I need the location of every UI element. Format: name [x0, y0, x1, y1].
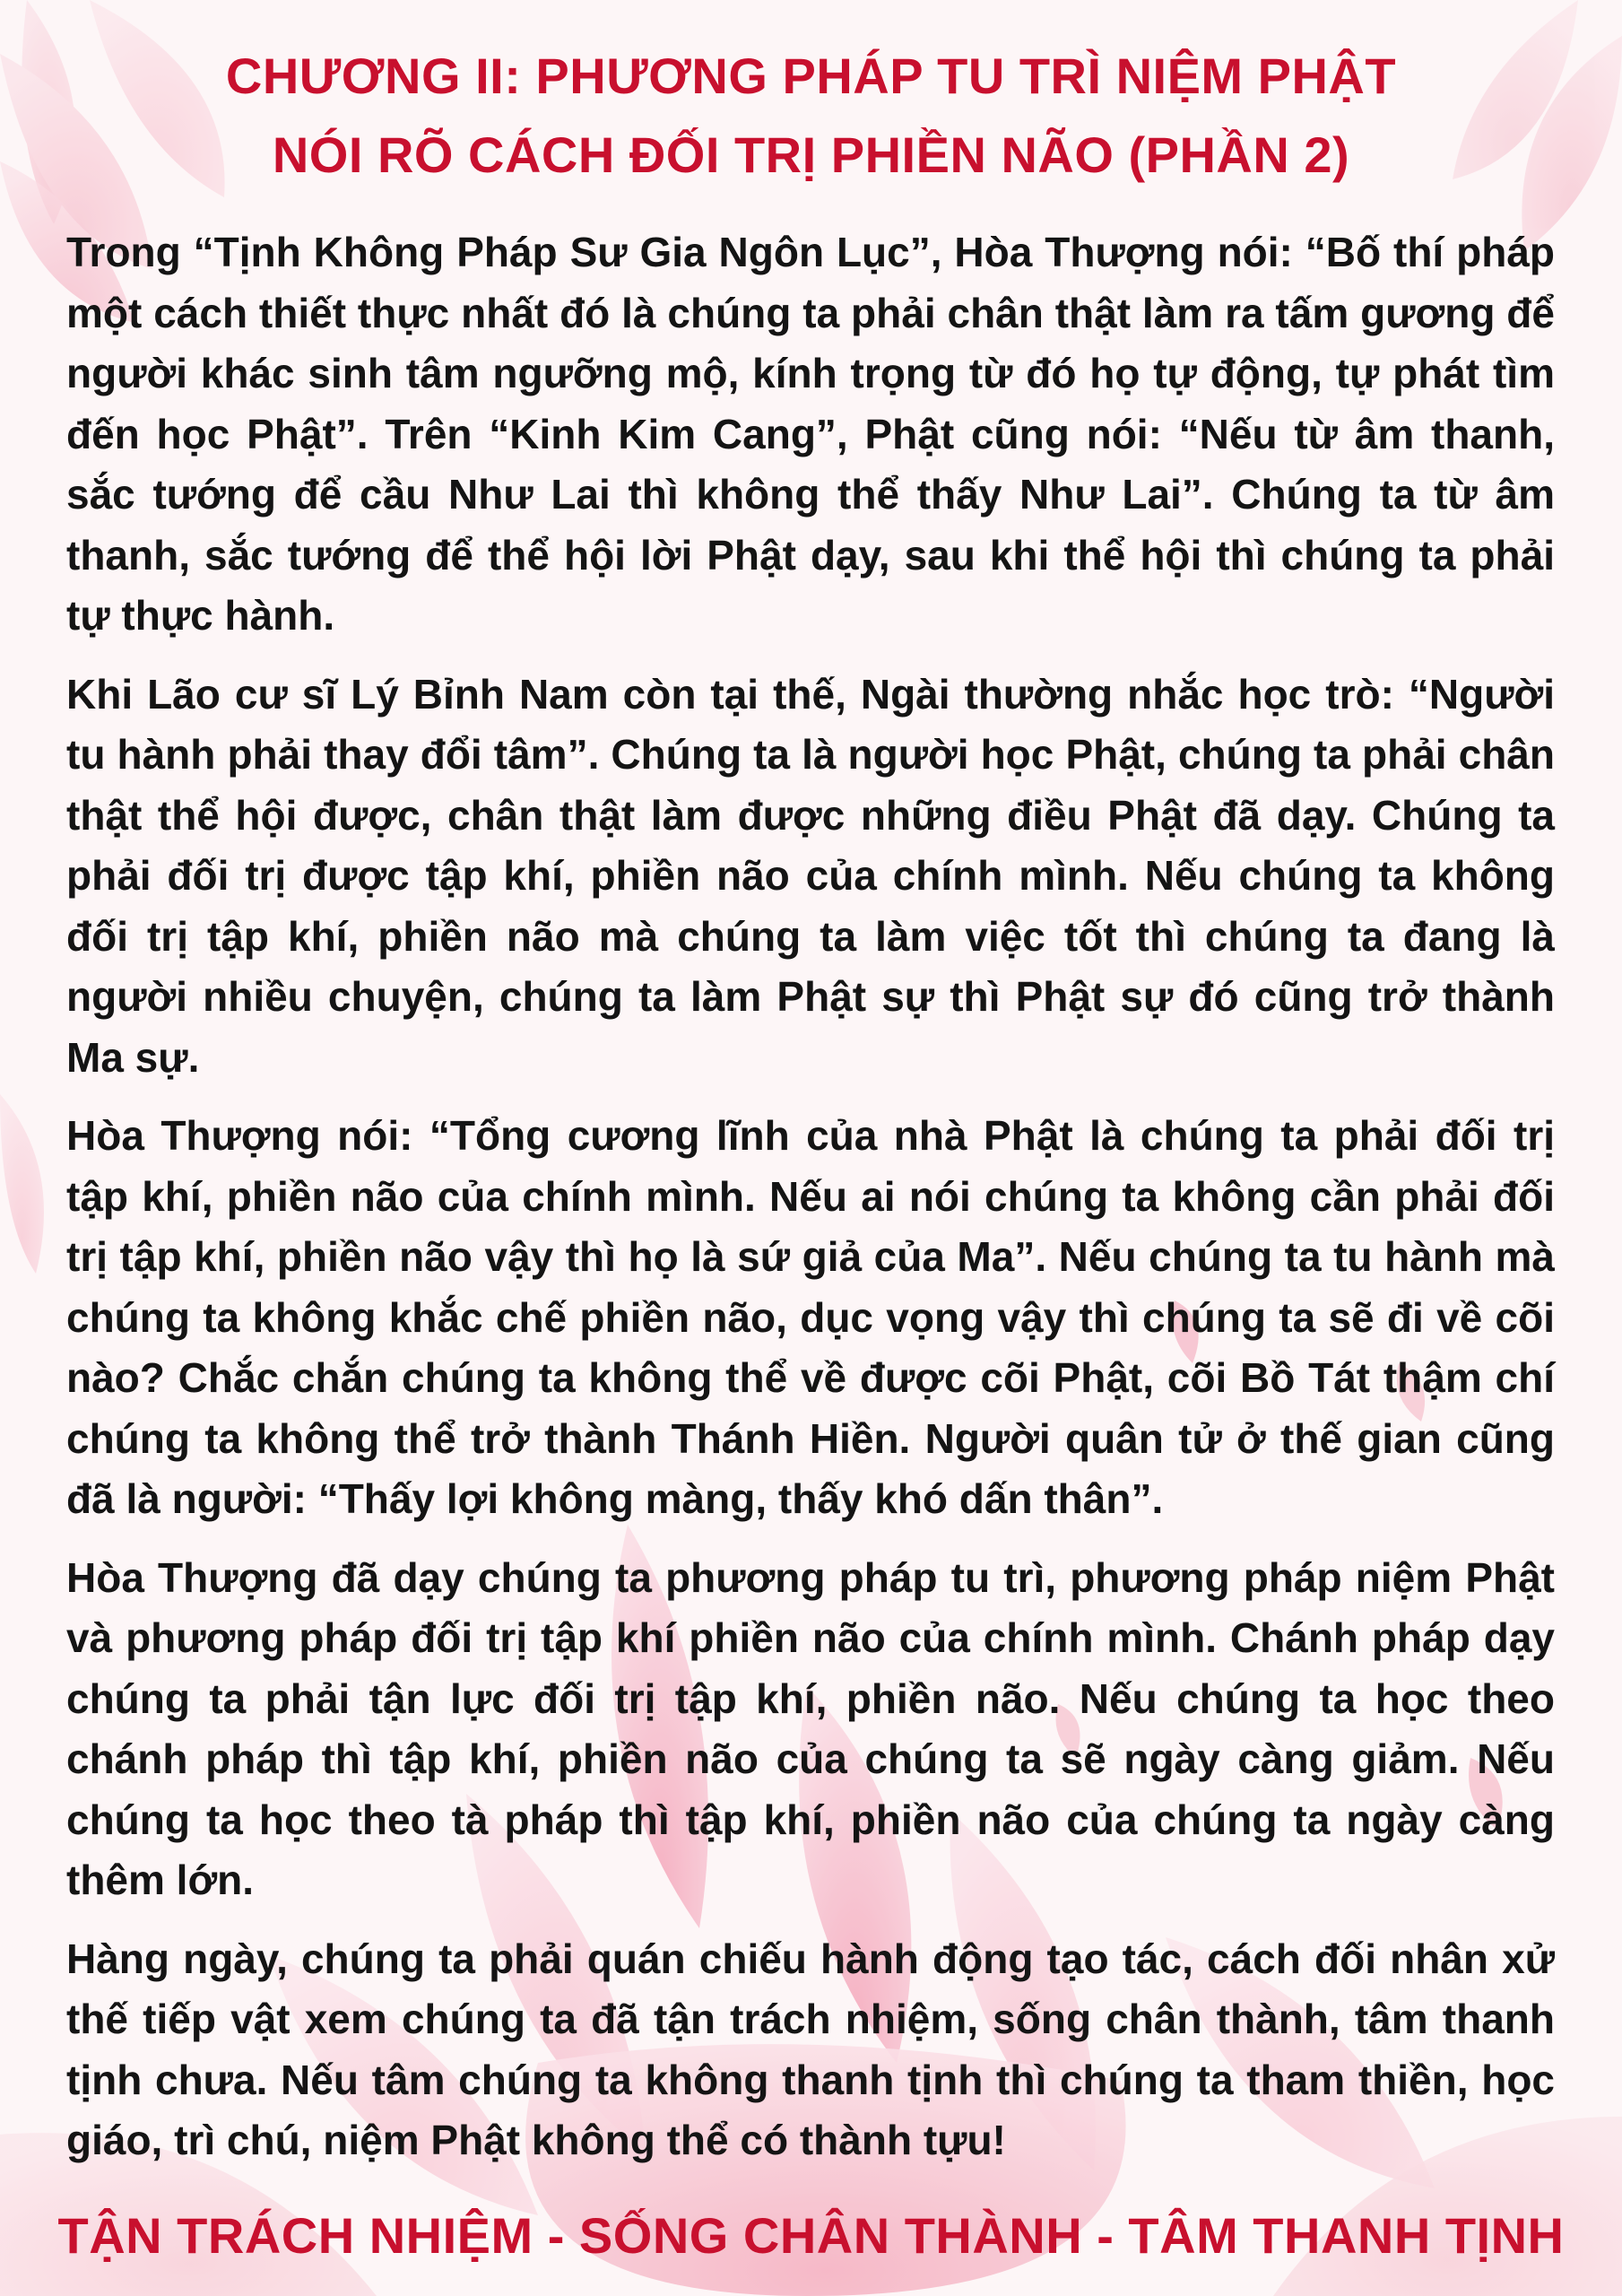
footer-slogan: TẬN TRÁCH NHIỆM - SỐNG CHÂN THÀNH - TÂM THANH TỊNH [57, 2207, 1565, 2264]
paragraph: Hòa Thượng nói: “Tổng cương lĩnh của nhà Phật là chúng ta phải đối trị tập khí, phiền não của chính mình. Nếu ai nói chúng ta không cần phải đối trị tập khí, phiền não vậy thì họ là sứ giả của Ma”. Nếu chúng ta tu hành mà chúng ta không khắc chế phiền não, dục vọng vậy thì chúng ta sẽ đi về cõi nào? Chắc chắn chúng ta không thể về được cõi Phật, cõi Bồ Tát thậm chí chúng ta không thể trở thành Thánh Hiền. Người quân tử ở thế gian cũng đã là người: “Thấy lợi không màng, thấy khó dấn thân”. [66, 1112, 1555, 1522]
paragraph: Trong “Tịnh Không Pháp Sư Gia Ngôn Lục”, Hòa Thượng nói: “Bố thí pháp một cách thiết thực nhất đó là chúng ta phải chân thật làm ra tấm gương để người khác sinh tâm ngưỡng mộ, kính trọng từ đó họ tự động, tự phát tìm đến học Phật”. Trên “Kinh Kim Cang”, Phật cũng nói: “Nếu từ âm thanh, sắc tướng để cầu Như Lai thì không thể thấy Như Lai”. Chúng ta từ âm thanh, sắc tướng để thể hội lời Phật dạy, sau khi thể hội thì chúng ta phải tự thực hành. [66, 229, 1555, 639]
paragraph: Khi Lão cư sĩ Lý Bỉnh Nam còn tại thế, Ngài thường nhắc học trò: “Người tu hành phải thay đổi tâm”. Chúng ta là người học Phật, chúng ta phải chân thật thể hội được, chân thật làm được những điều Phật đã dạy. Chúng ta phải đối trị được tập khí, phiền não của chính mình. Nếu chúng ta không đối trị tập khí, phiền não mà chúng ta làm việc tốt thì chúng ta đang là người nhiều chuyện, chúng ta làm Phật sự thì Phật sự đó cũng trở thành Ma sự. [66, 670, 1555, 1081]
paragraph: Hàng ngày, chúng ta phải quán chiếu hành động tạo tác, cách đối nhân xử thế tiếp vật xem chúng ta đã tận trách nhiệm, sống chân thành, tâm thanh tịnh chưa. Nếu tâm chúng ta không thanh tịnh thì chúng ta tham thiền, học giáo, trì chú, niệm Phật không thể có thành tựu! [66, 1935, 1555, 2163]
page-title-line-2: NÓI RÕ CÁCH ĐỐI TRỊ PHIỀN NÃO (PHẦN 2) [272, 126, 1350, 183]
page-title-line-1: CHƯƠNG II: PHƯƠNG PHÁP TU TRÌ NIỆM PHẬT [225, 48, 1397, 104]
article-body [66, 222, 1555, 2189]
paragraph: Hòa Thượng đã dạy chúng ta phương pháp tu trì, phương pháp niệm Phật và phương pháp đối trị tập khí phiền não của chính mình. Chánh pháp dạy chúng ta phải tận lực đối trị tập khí, phiền não. Nếu chúng ta học theo chánh pháp thì tập khí, phiền não của chúng ta sẽ ngày càng giảm. Nếu chúng ta học theo tà pháp thì tập khí, phiền não của chúng ta ngày càng thêm lớn. [66, 1553, 1555, 1903]
